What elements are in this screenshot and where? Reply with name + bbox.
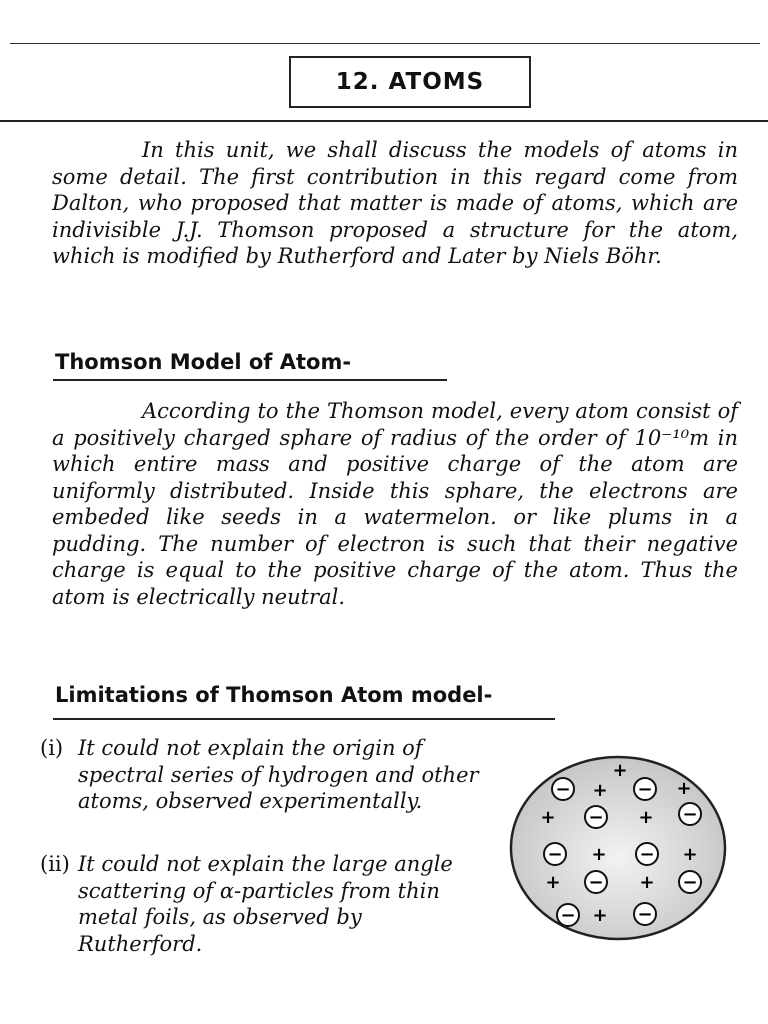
limitation-number: (i) [40, 736, 64, 760]
electron-sign: − [682, 804, 698, 825]
limitation-text: It could not explain the large angle scattering of α-particles from thin metal foils, as observed by Rutherford. [78, 852, 453, 956]
limitation-item [40, 851, 480, 957]
electron-sign: − [639, 844, 655, 865]
positive-charge: + [540, 807, 556, 828]
chapter-title [289, 56, 531, 108]
positive-charge: + [545, 872, 561, 893]
limitation-number: (ii) [40, 852, 70, 876]
electron-sign: − [547, 844, 563, 865]
limitations-heading: Limitations of Thomson Atom model- [55, 683, 493, 707]
positive-charge: + [612, 760, 628, 781]
top-rule [10, 43, 760, 44]
thomson-heading-underline [53, 379, 447, 381]
positive-charge: + [591, 844, 607, 865]
positive-charge: + [592, 780, 608, 801]
electron-sign: − [637, 779, 653, 800]
positive-charge: + [592, 905, 608, 926]
positive-charge: + [638, 807, 654, 828]
electron-sign: − [588, 807, 604, 828]
chapter-title-text: 12. ATOMS [335, 69, 485, 95]
positive-charge: + [639, 872, 655, 893]
thomson-model-paragraph: According to the Thomson model, every atom consist of a positively charged sphare of radius of the order of 10⁻¹⁰m in which entire mass and positive charge of the atom are uniformly distributed. Inside this sphare, the electrons are embeded like seeds in a watermelon. or like plums in a pudding. The number of electron is such that their negative charge is equal to the positive charge of the atom. Thus the atom is electrically neutral. [52, 399, 738, 609]
limitations-heading-underline [53, 718, 555, 720]
title-rule [0, 120, 768, 122]
limitation-text: It could not explain the origin of spectral series of hydrogen and other atoms, observed experimentally. [78, 736, 479, 813]
electron-sign: − [560, 905, 576, 926]
positive-charge: + [676, 778, 692, 799]
limitation-item [40, 735, 480, 815]
electron-sign: − [637, 904, 653, 925]
intro-paragraph: In this unit, we shall discuss the models of atoms in some detail. The first contribution in this regard come from Dalton, who proposed that matter is made of atoms, which are indivisible J.J. Thomson proposed a structure for the atom, which is modified by Rutherford and Later by Niels Böhr. [52, 138, 738, 268]
thomson-model-heading: Thomson Model of Atom- [55, 350, 352, 374]
electron-sign: − [588, 872, 604, 893]
thomson-atom-diagram [508, 752, 730, 942]
positive-charge: + [682, 844, 698, 865]
electron-sign: − [682, 872, 698, 893]
electron-sign: − [555, 779, 571, 800]
